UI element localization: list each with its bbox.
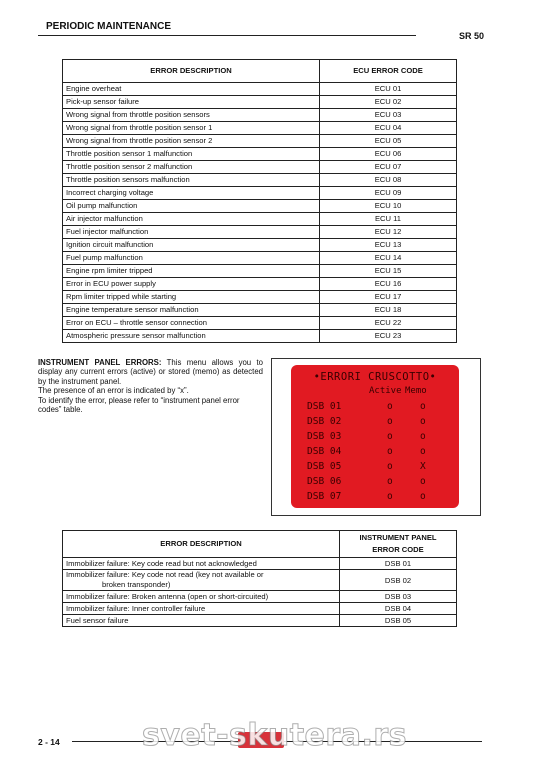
- display-memo: o: [420, 476, 426, 487]
- instrument-code: DSB 03: [340, 591, 457, 603]
- table-row: [63, 252, 457, 265]
- display-row: [307, 401, 447, 413]
- intro-line-x: The presence of an error is indicated by “x”.: [38, 386, 189, 396]
- table-row: [63, 187, 457, 200]
- intro-line-refer: To identify the error, please refer to “instrument panel error codes” table.: [38, 395, 240, 415]
- col-error-description: ERROR DESCRIPTION: [63, 60, 320, 83]
- error-description: Fuel sensor failure: [63, 615, 340, 627]
- table-row: [63, 200, 457, 213]
- display-row: [307, 431, 447, 443]
- ecu-code: ECU 04: [320, 122, 457, 135]
- ecu-code: ECU 13: [320, 239, 457, 252]
- table-row: [63, 265, 457, 278]
- ecu-code: ECU 16: [320, 278, 457, 291]
- error-description: Rpm limiter tripped while starting: [63, 291, 320, 304]
- table-row: [63, 330, 457, 343]
- ecu-code: ECU 15: [320, 265, 457, 278]
- col-instrument-code-line2: ERROR CODE: [372, 545, 424, 554]
- ecu-code: ECU 03: [320, 109, 457, 122]
- display-row: [307, 461, 447, 473]
- display-active: o: [387, 431, 393, 442]
- watermark: svet-skutera.rs: [142, 718, 407, 753]
- instrument-code: DSB 04: [340, 603, 457, 615]
- instrument-code: DSB 01: [340, 558, 457, 570]
- instrument-code: DSB 02: [340, 570, 457, 591]
- page-number: 2 - 14: [38, 737, 60, 747]
- error-description: Immobilizer failure: Broken antenna (open or short-circuited): [63, 591, 340, 603]
- display-col-active: Active: [369, 386, 402, 396]
- table-row: [63, 122, 457, 135]
- display-memo: o: [420, 446, 426, 457]
- section-title: PERIODIC MAINTENANCE: [46, 21, 172, 32]
- display-row: [307, 446, 447, 458]
- error-description: Wrong signal from throttle position sensors: [63, 109, 320, 122]
- header-rule: [38, 35, 416, 36]
- display-code: DSB 03: [307, 431, 342, 442]
- table-row: [63, 83, 457, 96]
- ecu-code: ECU 18: [320, 304, 457, 317]
- error-description: Throttle position sensor 2 malfunction: [63, 161, 320, 174]
- display-code: DSB 07: [307, 491, 342, 502]
- table-row: [63, 278, 457, 291]
- table-row: [63, 213, 457, 226]
- ecu-code: ECU 05: [320, 135, 457, 148]
- display-active: o: [387, 476, 393, 487]
- ecu-code: ECU 17: [320, 291, 457, 304]
- error-description: Throttle position sensors malfunction: [63, 174, 320, 187]
- display-row: [307, 476, 447, 488]
- display-active: o: [387, 401, 393, 412]
- display-memo: o: [420, 491, 426, 502]
- ecu-code: ECU 10: [320, 200, 457, 213]
- ecu-error-table: [62, 59, 457, 343]
- display-row: [307, 416, 447, 428]
- table-row: [63, 558, 457, 570]
- error-description: Throttle position sensor 1 malfunction: [63, 148, 320, 161]
- error-description: Engine temperature sensor malfunction: [63, 304, 320, 317]
- error-description-line1: Immobilizer failure: Key code not read (key not available or: [66, 570, 264, 579]
- col-error-description: ERROR DESCRIPTION: [63, 531, 340, 558]
- table-row: [63, 317, 457, 330]
- error-description: Error in ECU power supply: [63, 278, 320, 291]
- table-row: [63, 615, 457, 627]
- display-code: DSB 04: [307, 446, 342, 457]
- error-description: Engine rpm limiter tripped: [63, 265, 320, 278]
- ecu-code: ECU 07: [320, 161, 457, 174]
- table-row: [63, 161, 457, 174]
- col-ecu-error-code: ECU ERROR CODE: [320, 60, 457, 83]
- ecu-code: ECU 23: [320, 330, 457, 343]
- display-memo: o: [420, 416, 426, 427]
- table-row: [63, 291, 457, 304]
- table-row: [63, 570, 457, 591]
- error-description: Wrong signal from throttle position sensor 2: [63, 135, 320, 148]
- table-row: [63, 603, 457, 615]
- error-description: Wrong signal from throttle position sensor 1: [63, 122, 320, 135]
- instrument-code: DSB 05: [340, 615, 457, 627]
- error-description: Air injector malfunction: [63, 213, 320, 226]
- error-description-line2: broken transponder): [102, 580, 171, 589]
- table-row: [63, 135, 457, 148]
- instrument-error-table: [62, 530, 457, 627]
- instrument-display: [291, 365, 459, 508]
- error-description: Atmospheric pressure sensor malfunction: [63, 330, 320, 343]
- display-active: o: [387, 446, 393, 457]
- table-row: [63, 226, 457, 239]
- intro-text: This menu allows you to display any current errors (active) or stored (memo) as detected by the instrument panel.: [38, 358, 263, 386]
- display-title: •ERRORI CRUSCOTTO•: [313, 371, 437, 383]
- display-code: DSB 06: [307, 476, 342, 487]
- ecu-code: ECU 02: [320, 96, 457, 109]
- error-description: Ignition circuit malfunction: [63, 239, 320, 252]
- error-description: Engine overheat: [63, 83, 320, 96]
- table-row: [63, 96, 457, 109]
- error-description: Pick-up sensor failure: [63, 96, 320, 109]
- display-active: o: [387, 491, 393, 502]
- ecu-code: ECU 08: [320, 174, 457, 187]
- col-instrument-code: [340, 531, 457, 558]
- display-memo: o: [420, 401, 426, 412]
- table-row: [63, 174, 457, 187]
- display-code: DSB 05: [307, 461, 342, 472]
- error-description: Fuel injector malfunction: [63, 226, 320, 239]
- col-instrument-code-line1: INSTRUMENT PANEL: [359, 533, 437, 542]
- display-code: DSB 01: [307, 401, 342, 412]
- error-description: Oil pump malfunction: [63, 200, 320, 213]
- table-row: [63, 304, 457, 317]
- table-row: [63, 109, 457, 122]
- table-row: [63, 148, 457, 161]
- display-code: DSB 02: [307, 416, 342, 427]
- display-active: o: [387, 416, 393, 427]
- error-description: Immobilizer failure: Key code read but not acknowledged: [63, 558, 340, 570]
- ecu-code: ECU 12: [320, 226, 457, 239]
- ecu-code: ECU 11: [320, 213, 457, 226]
- ecu-code: ECU 22: [320, 317, 457, 330]
- table-row: [63, 239, 457, 252]
- ecu-code: ECU 09: [320, 187, 457, 200]
- ecu-code: ECU 01: [320, 83, 457, 96]
- display-row: [307, 491, 447, 503]
- error-description: Fuel pump malfunction: [63, 252, 320, 265]
- ecu-code: ECU 06: [320, 148, 457, 161]
- error-description: [63, 570, 340, 591]
- error-description: Incorrect charging voltage: [63, 187, 320, 200]
- display-memo: o: [420, 431, 426, 442]
- ecu-code: ECU 14: [320, 252, 457, 265]
- display-active: o: [387, 461, 393, 472]
- display-memo: X: [420, 461, 426, 472]
- display-col-memo: Memo: [405, 386, 427, 396]
- intro-heading: INSTRUMENT PANEL ERRORS:: [38, 358, 162, 367]
- instrument-panel-intro: [38, 358, 263, 414]
- error-description: Error on ECU – throttle sensor connection: [63, 317, 320, 330]
- table-row: [63, 591, 457, 603]
- model-name: SR 50: [458, 31, 484, 41]
- error-description: Immobilizer failure: Inner controller failure: [63, 603, 340, 615]
